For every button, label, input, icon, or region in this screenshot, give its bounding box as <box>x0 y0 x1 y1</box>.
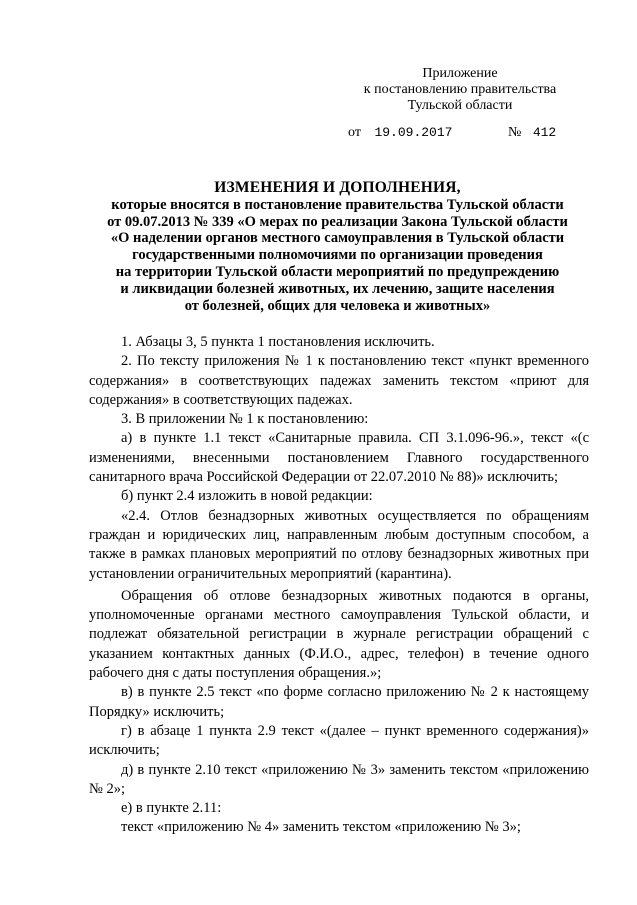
paragraph-3d: д) в пункте 2.10 текст «приложению № 3» заменить текстом «приложению № 2»; <box>89 761 589 797</box>
appendix-title: Приложение <box>422 66 498 81</box>
paragraph-2: 2. По тексту приложения № 1 к постановлению текст «пункт временного содержания» в соответствующих падежах заменить текстом «приют для содержания» в соответствующих падежах. <box>89 353 589 408</box>
appendix-line-3: Тульской области <box>407 98 513 113</box>
paragraph-1: 1. Абзацы 3, 5 пункта 1 постановления исключить. <box>121 334 435 350</box>
paragraph-3v: в) в пункте 2.5 текст «по форме согласно приложению № 2 к настоящему Порядку» исключить; <box>89 684 589 720</box>
paragraph-3g: г) в абзаце 1 пункта 2.9 текст «(далее – пункт временного содержания)» исключить; <box>89 722 589 759</box>
paragraph-appeals: Обращения об отлове безнадзорных животных подаются в органы, уполномоченные органами местного самоуправления Тульской области, и подлежат обязательной регистрации в журнале регистрации обращений с указанием контактных данных (Ф.И.О., адрес, телефон) в течение одного рабочего дня с даты поступления обращения.»; <box>89 587 589 682</box>
paragraph-3: 3. В приложении № 1 к постановлению: <box>121 411 369 428</box>
document-date: 19.09.2017 <box>374 125 453 140</box>
document-body <box>89 333 589 838</box>
paragraph-3a: а) в пункте 1.1 текст «Санитарные правила. СП 3.1.096-96.», текст «(с изменениями, внесенными постановлением Главного государственного санитарного врача Российской Федерации от 22.07.2010 № 88)» исключить; <box>89 430 589 486</box>
appendix-line-2: к постановлению правительства <box>363 82 557 97</box>
date-number-line <box>348 125 578 141</box>
date-from-label: от <box>348 125 361 140</box>
number-label: № <box>507 125 522 140</box>
paragraph-3e-text: текст «приложению № 4» заменить текстом «приложению № 3»; <box>121 819 521 836</box>
title-line: от болезней, общих для человека и животных» <box>184 297 491 314</box>
paragraph-3b: б) пункт 2.4 изложить в новой редакции: <box>121 488 373 505</box>
title-line: государственными полномочиями по организации проведения <box>132 247 543 264</box>
title-line: которые вносятся в постановление правительства Тульской области <box>111 196 564 213</box>
document-number: 412 <box>532 125 557 140</box>
document-title <box>80 180 595 314</box>
paragraph-2-4: «2.4. Отлов безнадзорных животных осуществляется по обращениям граждан и юридических лиц, направленным любым доступным способом, а также в рамках плановых мероприятий по отлову безнадзорных животных при установлении ограничительных мероприятий (карантина). <box>89 507 589 582</box>
paragraph-3e: е) в пункте 2.11: <box>121 800 222 817</box>
title-line: «О наделении органов местного самоуправления в Тульской области <box>110 230 565 247</box>
title-line: и ликвидации болезней животных, их лечению, защите населения <box>120 280 555 297</box>
title-line: от 09.07.2013 № 339 «О мерах по реализации Закона Тульской области <box>107 213 568 230</box>
appendix-header <box>345 66 575 114</box>
title-line: на территории Тульской области мероприятий по предупреждению <box>115 263 560 280</box>
title-heading: ИЗМЕНЕНИЯ И ДОПОЛНЕНИЯ, <box>214 179 461 196</box>
